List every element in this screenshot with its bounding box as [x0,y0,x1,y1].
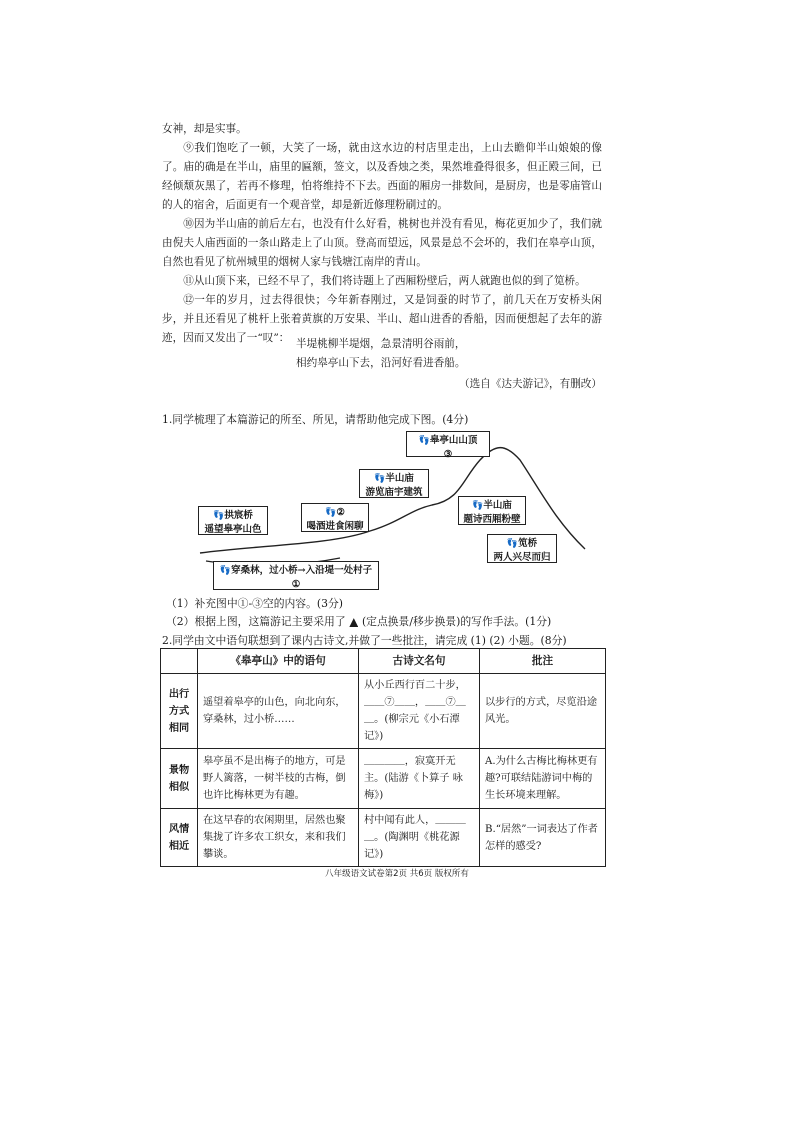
row-note: 以步行的方式，尽览沿途风光。 [480,674,606,749]
row-label: 风情相近 [161,809,198,867]
footprint-icon: 👣 [506,539,519,549]
row-sentence: 遥望着皋亭的山色，向北向东，穿桑林，过小桥…… [198,674,359,749]
q1-title: 1.同学梳理了本篇游记的所至、所见，请帮助他完成下图。(4分) [162,413,469,426]
footprint-icon: 👣 [374,474,386,484]
box-banshan1-desc: 游览庙宇建筑 [365,487,423,498]
row-poem: ＿＿＿＿，寂寞开无主。(陆游《卜算子 咏梅》) [359,749,480,809]
box-banshan-temple-tour [359,469,429,498]
box-jianqiao [487,534,557,563]
row-sentence: 在这早春的农闲期里，居然也聚集拢了许多农工织女，来和我们攀谈。 [198,809,359,867]
annotation-table [160,648,606,867]
q1-sub1: （1）补充图中①-③空的内容。(3分) [166,597,343,610]
q1-sub2-prefix: （2）根据上图，这篇游记主要采用了 [166,615,346,628]
poem-line-1: 半堤桃柳半堤烟，急景清明谷雨前， [296,338,466,350]
passage-source: （选自《达夫游记》，有删改） [458,378,602,390]
box-banshan-poem [458,496,526,525]
passage-paragraph-12: ⑫一年的岁月，过去得很快；今年新春刚过，又是饲蚕的时节了，前几天在万安桥头闲步，并且还看见了桃杆上张着黄旗的万安果、半山、超山进香的香船，因而便想起了去年的游迹，因而又发出了一“叹”： [162,294,602,344]
poem-line-2: 相约皋亭山下去，沿河好看进香船。 [296,357,466,369]
footprint-icon: 👣 [213,511,225,521]
passage-lead: 女神，却是实事。 [162,123,247,135]
table-header-note: 批注 [480,649,606,674]
box-banshan2-title: 半山庙 [483,500,512,511]
row-note: A.为什么古梅比梅林更有趣?可联结陆游词中梅的生长环境来理解。 [480,749,606,809]
box-banshan1-title: 半山庙 [385,473,414,484]
passage-paragraph-11: ⑪从山顶下来，已经不早了，我们将诗题上了西厢粉壁后，两人就跑也似的到了笕桥。 [183,275,586,287]
row-label: 出行方式相同 [161,674,198,749]
box-village-title: 穿桑林，过小桥→入沿堤一处村子 [231,565,373,576]
table-row [161,809,606,867]
q1-sub2 [166,613,551,631]
box-gongchen-bridge [198,506,268,535]
q1-sub2-suffix: (定点换景/移步换景)的写作手法。(1分) [361,615,552,628]
table-header-poem: 古诗文名句 [359,649,480,674]
table-header-row [161,649,606,674]
blank-3: ③ [443,449,453,460]
box-jianqiao-desc: 两人兴尽而归 [493,552,551,563]
box-blank-2 [301,503,369,532]
box-gongchen-desc: 遥望皋亭山色 [204,524,262,535]
table-header-blank [161,649,198,674]
blank-1: ① [291,579,301,590]
footprint-icon: 👣 [472,501,484,511]
box-banshan2-desc: 题诗西厢粉壁 [463,514,521,525]
box-gongchen-title: 拱宸桥 [224,510,253,521]
table-row [161,749,606,809]
row-poem: 村中闻有此人，＿＿＿＿。(陶渊明《桃花源记》) [359,809,480,867]
table-header-sentence: 《皋亭山》中的语句 [198,649,359,674]
row-poem: 从小丘西行百二十步，＿＿⑦＿＿，＿＿⑦＿＿。(柳宗元《小石潭记》) [359,674,480,749]
blank-2: ② [336,507,345,518]
box-jianqiao-title: 笕桥 [518,538,538,549]
table-row [161,674,606,749]
passage-paragraph-9: ⑨我们饱吃了一顿，大笑了一场，就由这水边的村店里走出，上山去瞻仰半山娘娘的像了。庙的确是在半山，庙里的匾额，签文，以及香烛之类，果然堆叠得很多，但正殿三间，已经倾颓灰黑了，若再不修理，怕将维持不下去。西面的厢房一排数间，是厨房，也是零庙管山的人的宿舍，后面更有一个观音堂，却是新近修理粉刷过的。 [162,142,602,211]
footprint-icon: 👣 [219,566,232,576]
box-village [213,561,379,590]
box-summit-title: 皋亭山山顶 [429,435,478,446]
footprint-icon: 👣 [325,508,337,518]
q2-title: 2.同学由文中语句联想到了课内古诗文,并做了一些批注，请完成 (1) (2) 小题。(8分) [162,634,567,647]
row-note: B.“居然”一词表达了作者怎样的感受? [480,809,606,867]
footprint-icon: 👣 [418,436,430,446]
row-sentence: 皋亭虽不是出梅子的地方，可是野人篱落，一树半枝的古梅，倒也许比梅林更为有趣。 [198,749,359,809]
row-label: 景物相似 [161,749,198,809]
box-summit [406,431,490,460]
q1-sub2-answer-blank[interactable]: ▲ [349,615,358,628]
passage-paragraph-10: ⑩因为半山庙的前后左右，也没有什么好看，桃树也并没有看见，梅花更加少了，我们就由倪夫人庙西面的一条山路走上了山顶。登高而望远，风景是总不会坏的，我们在皋亭山顶，自然也看见了杭州城里的烟树人家与钱塘江南岸的青山。 [162,218,602,268]
box-blank2-desc: 喝酒进食闲聊 [306,521,364,532]
page-footer: 八年级语文试卷第2页 共6页 版权所有 [325,869,469,879]
